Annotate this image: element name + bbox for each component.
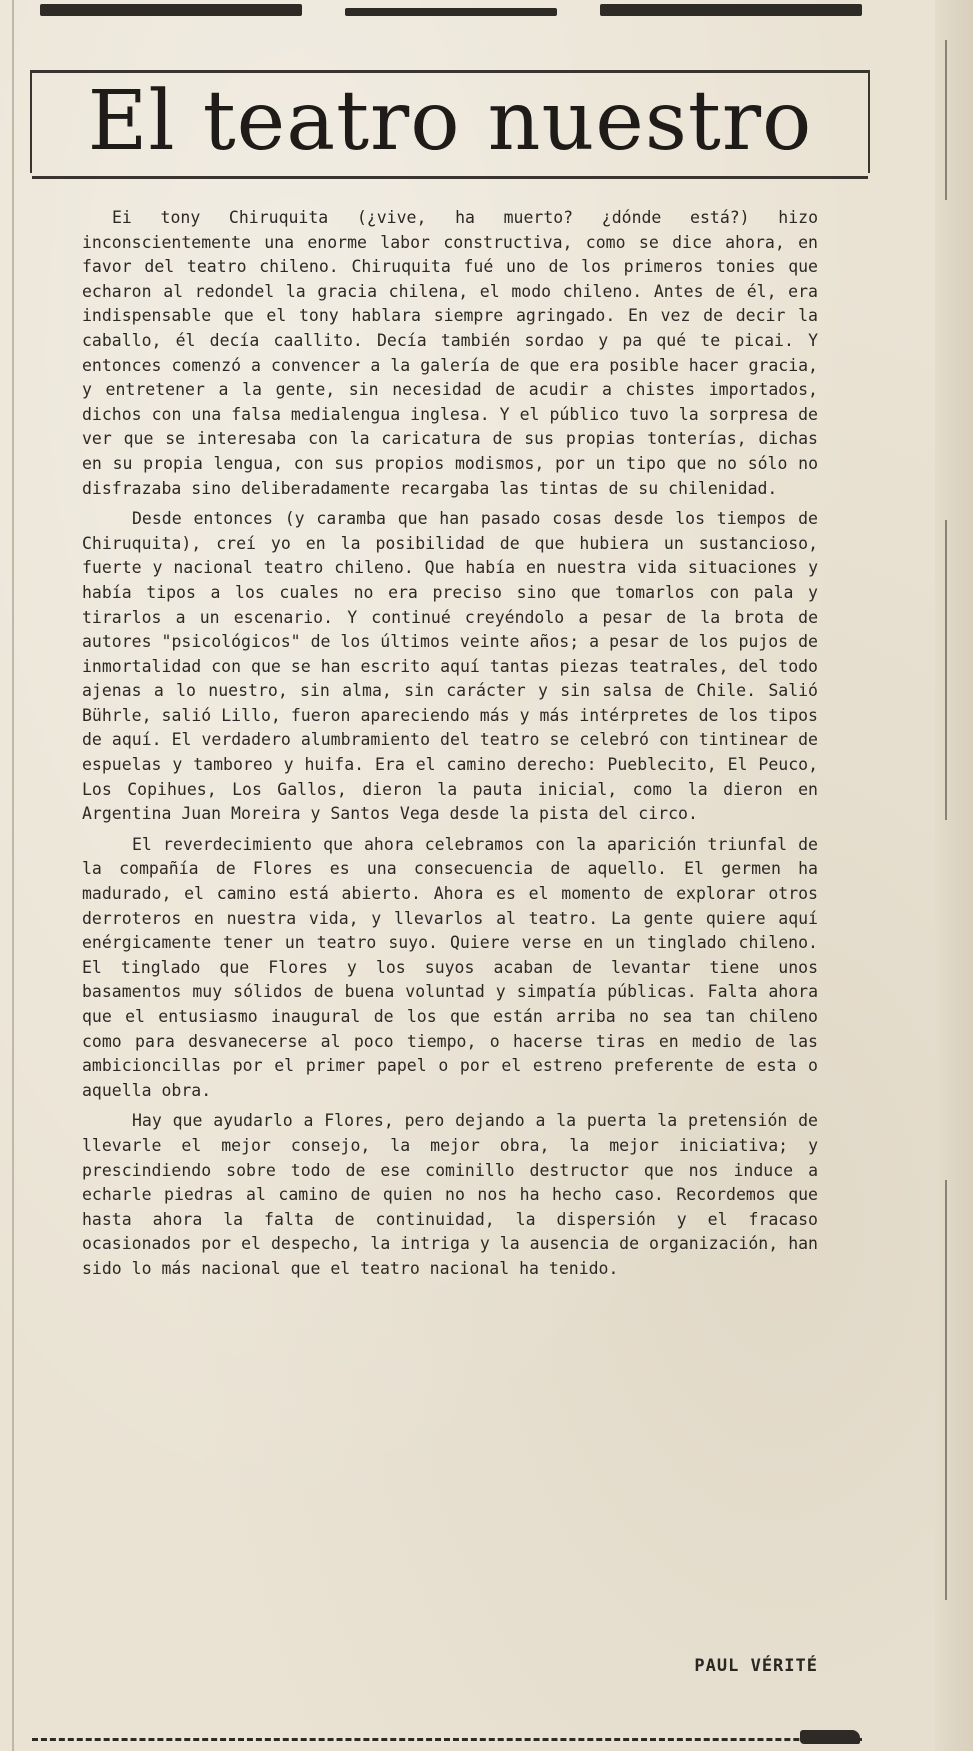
bottom-dashed-rule — [32, 1738, 862, 1741]
headline-underline — [32, 176, 868, 179]
edge-mark — [945, 520, 947, 820]
author-signature: PAUL VÉRITÉ — [694, 1656, 818, 1676]
remnant-bar — [600, 4, 862, 16]
paragraph: El reverdecimiento que ahora celebramos con la aparición triunfal de la compañía de Flores es una consecuencia de aquello. El germen ha madurado, el camino está abierto. Ahora es el momento de explorar otros derroteros en nuestra vida, y llevarlos al teatro. La gente quiere aquí enérgicamente tener un teatro suyo. Quiere verse en un tinglado chileno. El tinglado que Flores y los suyos acaban de levantar tiene unos basamentos muy sólidos de buena voluntad y simpatía públicas. Falta ahora que el entusiasmo inaugural de los que están arriba no sea tan chileno como para desvanecerse al poco tiempo, o hacerse tiras en medio de las ambicioncillas por el primer papel o por el estreno preferente de esta o aquella obra. — [82, 834, 818, 1100]
edge-mark — [945, 40, 947, 200]
remnant-bar — [345, 8, 557, 16]
edge-mark — [945, 1180, 947, 1600]
bottom-rule-ornament — [800, 1730, 860, 1744]
headline-frame — [30, 70, 870, 173]
paragraph: Hay que ayudarlo a Flores, pero dejando a la puerta la pretensión de llevarle el mejor consejo, la mejor obra, la mejor iniciativa; y prescindiendo sobre todo de ese cominillo destructor que nos induce a echarle piedras al camino de quien no nos ha hecho caso. Recordemos que hasta ahora la falta de continuidad, la dispersión y el fracaso ocasionados por el despecho, la intriga y la ausencia de organización, han sido lo más nacional que el teatro nacional ha tenido. — [82, 1111, 818, 1278]
adjacent-column-edge — [935, 0, 973, 1751]
article-headline: El teatro nuestro — [87, 74, 813, 169]
paragraph: Desde entonces (y caramba que han pasado cosas desde los tiempos de Chiruquita), creí yo en la posibilidad de que hubiera un sustancioso, fuerte y nacional teatro chileno. Que había en nuestra vida situaciones y había tipos a los cuales no era preciso sino que tomarlos con pala y tirarlos a un escenario. Y continué creyéndolo a pesar de la brota de autores "psicológicos" de los últimos veinte años; a pesar de los pujos de inmortalidad con que se han escrito aquí tantas piezas teatrales, del todo ajenas a lo nuestro, sin alma, sin carácter y sin salsa de Chile. Salió Bührle, salió Lillo, fueron apareciendo más y más intérpretes de los tipos de aquí. El verdadero alumbramiento del teatro se celebró con tintinear de espuelas y tamboreo y huifa. Era el camino derecho: Pueblecito, El Peuco, Los Copihues, Los Gallos, dieron la pauta inicial, como la dieron en Argentina Juan Moreira y Santos Vega desde la pista del circo. — [82, 509, 818, 824]
previous-article-remnant — [40, 0, 870, 22]
column-rule-left — [12, 0, 14, 1751]
remnant-bar — [40, 4, 302, 16]
paragraph: Ei tony Chiruquita (¿vive, ha muerto? ¿dónde está?) hizo inconscientemente una enorme labor constructiva, como se dice ahora, en favor del teatro chileno. Chiruquita fué uno de los primeros tonies que echaron al redondel la gracia chilena, el modo chileno. Antes de él, era indispensable que el tony hablara siempre agringado. En vez de decir la caballo, él decía caallito. Decía también sordao y pa qué te picai. Y entonces comenzó a convencer a la galería de que era posible hacer gracia, y entretener a la gente, sin necesidad de acudir a chistes importados, dichos con una falsa medialengua inglesa. Y el público tuvo la sorpresa de ver que se interesaba con la caricatura de sus propias tonterías, dichas en su propia lengua, con sus propios modismos, por un tipo que no sólo no disfrazaba sino deliberadamente recargaba las tintas de su chilenidad. — [82, 208, 818, 498]
article-body — [82, 206, 818, 1288]
